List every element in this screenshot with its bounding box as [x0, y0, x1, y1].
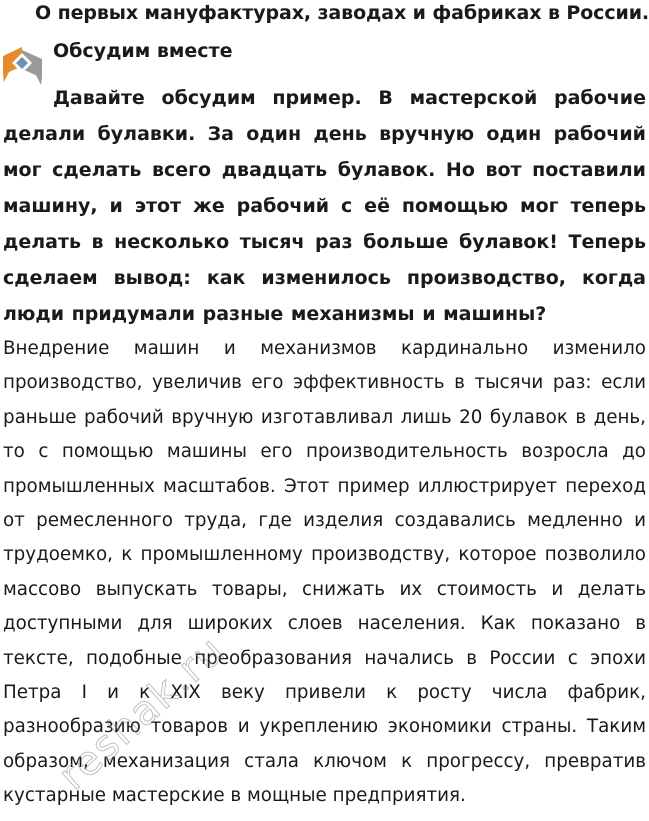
answer-text: Внедрение машин и механизмов кардинально изменило производство, увеличив его эффективность в тысячи раз: если раньше рабочий вручную изготавливал лишь 20 булавок в день, то с помощью машины его производительность возросла до промышленных масштабов. Этот пример иллюстрирует переход от ремесленного труда, где изделия создавались медленно и трудоемко, к промышленному производству, которое позволило массово выпускать товары, снижать их стоимость и делать доступными для широких слоев населения. Как показано в тексте, подобные преобразования начались в России с эпохи Петра I и к XIX веку привели к росту числа фабрик, разнообразию товаров и укреплению экономики страны. Таким образом, механизация стала ключом к прогрессу, превратив кустарные мастерские в мощные предприятия.	[3, 338, 646, 807]
site-watermark: reshak.ru	[50, 626, 235, 800]
task-question: Давайте обсудим пример. В мастерской рабочие делали булавки. За один день вручную один рабочий мог сделать всего двадцать булавок. Но вот поставили машину, и этот же рабочий с её помощью мог теперь делать в несколько тысяч раз больше булавок! Теперь сделаем вывод: как изменилось производство, когда люди придумали разные механизмы и машины?	[3, 87, 646, 325]
section-heading: Обсудим вместе	[53, 40, 233, 62]
page-title: О первых мануфактурах, заводах и фабриках в России.	[35, 2, 649, 24]
